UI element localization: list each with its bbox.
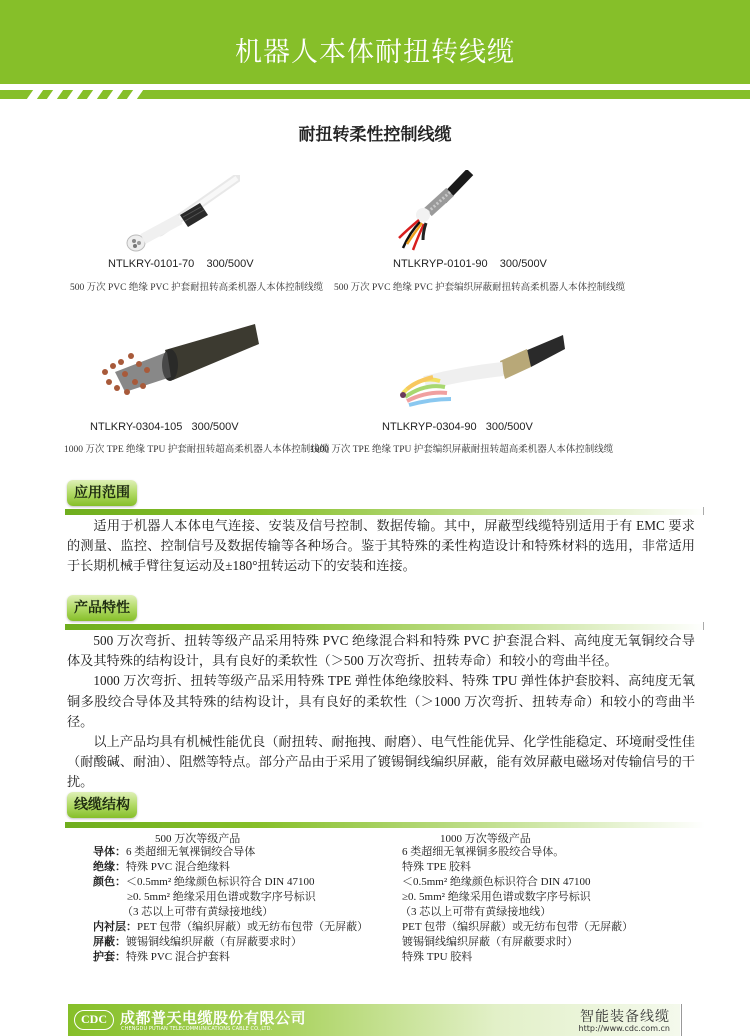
product-model: NTLKRYP-0101-90 300/500V — [393, 258, 547, 270]
product-model: NTLKRY-0101-70 300/500V — [108, 258, 254, 270]
section-subtitle: 耐扭转柔性控制线缆 — [298, 125, 452, 145]
paragraph: 适用于机器人本体电气连接、安装及信号控制、数据传输。其中，屏蔽型线缆特别适用于有 EMC 要求的测量、监控、控制信号及数据传输等各种场合。鉴于其特殊的柔性构造设计和特殊材料的选用，非常适用于长期机械手臂往复运动及±180°扭转运动下的安装和连接。 — [67, 518, 695, 574]
shielded-cable-colored-cores-icon — [395, 170, 475, 255]
table-row — [93, 845, 255, 860]
product-description: 500 万次 PVC 绝缘 PVC 护套编织屏蔽耐扭转高柔机器人本体控制线缆 — [334, 283, 626, 293]
product-model: NTLKRYP-0304-90 300/500V — [382, 421, 533, 433]
footer-slogan: 智能装备线缆 — [580, 1009, 670, 1025]
features-text — [67, 631, 695, 793]
row-label: 内衬层： — [93, 921, 137, 933]
product-model: NTLKRY-0304-105 300/500V — [90, 421, 239, 433]
header-banner — [0, 0, 750, 84]
row-value-left: 6 类超细无氧裸铜绞合导体 — [126, 846, 256, 858]
column-header-1000: 1000 万次等级产品 — [440, 833, 531, 845]
section-divider — [65, 624, 705, 630]
company-name-en: CHENGDU PUTIAN TELECOMMUNICATIONS CABLE CO.,LTD. — [121, 1026, 273, 1032]
footer-divider — [681, 1004, 682, 1036]
white-pvc-cable-icon — [125, 175, 240, 255]
company-url[interactable]: http://www.cdc.com.cn — [578, 1024, 670, 1033]
product-description: 1000 万次 TPE 绝缘 TPU 护套耐扭转超高柔机器人本体控制线缆 — [64, 445, 330, 455]
column-header-500: 500 万次等级产品 — [155, 833, 241, 845]
section-divider — [65, 509, 705, 515]
row-value-right: ＜0.5mm² 绝缘颜色标识符合 DIN 47100 — [402, 876, 591, 888]
section-tab-application: 应用范围 — [67, 480, 137, 506]
row-value-left: ＜0.5mm² 绝缘颜色标识符合 DIN 47100 — [126, 876, 315, 888]
row-label: 导体： — [93, 846, 126, 858]
section-tab-structure: 线缆结构 — [67, 792, 137, 818]
table-row — [93, 935, 302, 950]
row-value-right: 6 类超细无氧裸铜多股绞合导体。 — [402, 846, 565, 858]
row-value-left: 特殊 PVC 混合护套料 — [126, 951, 230, 963]
product-description: 500 万次 PVC 绝缘 PVC 护套耐扭转高柔机器人本体控制线缆 — [70, 283, 324, 293]
row-label: 护套： — [93, 951, 126, 963]
section-tab-features: 产品特性 — [67, 595, 137, 621]
divider-tick — [703, 507, 704, 515]
paragraph: 以上产品均具有机械性能优良（耐扭转、耐拖拽、耐磨）、电气性能优异、化学性能稳定、环境耐受性佳（耐酸碱、耐油）、阻燃等特点。部分产品由于采用了镀锡铜线编织屏蔽，能有效屏蔽电磁场对传输信号的干扰。 — [67, 734, 695, 790]
application-text — [67, 516, 695, 577]
company-name-cn: 成都普天电缆股份有限公司 — [120, 1009, 307, 1027]
row-label: 绝缘： — [93, 861, 126, 873]
paragraph: 1000 万次弯折、扭转等级产品采用特殊 TPE 弹性体绝缘胶料、特殊 TPU 弹性体护套胶料、高纯度无氧铜多股绞合导体及其特殊的结构设计，具有良好的柔软性（＞1000 万次弯折、扭转寿命）和较小的弯曲半径。 — [67, 673, 695, 729]
product-description: 1000 万次 TPE 绝缘 TPU 护套编织屏蔽耐扭转超高柔机器人本体控制线缆 — [310, 445, 614, 455]
table-row — [93, 860, 230, 875]
row-value-left: 镀锡铜线编织屏蔽（有屏蔽要求时） — [126, 936, 302, 948]
table-row — [93, 875, 314, 890]
row-label: 颜色： — [93, 876, 126, 888]
banner-stripe — [0, 90, 750, 99]
multicore-black-cable-icon — [95, 322, 260, 402]
row-value-right: ≥0. 5mm² 绝缘采用色谱或数字序号标识 — [402, 891, 591, 903]
row-value-left: PET 包带（编织屏蔽）或无纺布包带（无屏蔽） — [137, 921, 369, 933]
row-value-left: 特殊 PVC 混合绝缘料 — [126, 861, 230, 873]
shielded-multicore-cable-icon — [395, 333, 565, 413]
row-value-right: 特殊 TPU 胶料 — [402, 951, 473, 963]
row-value-right: （3 芯以上可带有黄绿接地线） — [400, 906, 552, 918]
row-value-left: （3 芯以上可带有黄绿接地线） — [122, 906, 274, 918]
page-title: 机器人本体耐扭转线缆 — [235, 37, 515, 68]
row-value-right: 镀锡铜线编织屏蔽（有屏蔽要求时） — [402, 936, 578, 948]
row-value-left: ≥0. 5mm² 绝缘采用色谱或数字序号标识 — [127, 891, 316, 903]
row-value-right: PET 包带（编织屏蔽）或无纺布包带（无屏蔽） — [402, 921, 634, 933]
table-row — [93, 950, 230, 965]
paragraph: 500 万次弯折、扭转等级产品采用特殊 PVC 绝缘混合料和特殊 PVC 护套混合料、高纯度无氧铜绞合导体及其特殊的结构设计，具有良好的柔软性（＞500 万次弯折、扭转寿命）和较小的弯曲半径。 — [67, 633, 695, 669]
row-label: 屏蔽： — [93, 936, 126, 948]
footer — [68, 1004, 680, 1036]
divider-tick — [703, 622, 704, 630]
company-logo: CDC — [74, 1010, 114, 1030]
section-divider — [65, 822, 705, 828]
row-value-right: 特殊 TPE 胶料 — [402, 861, 472, 873]
table-row — [93, 920, 368, 935]
